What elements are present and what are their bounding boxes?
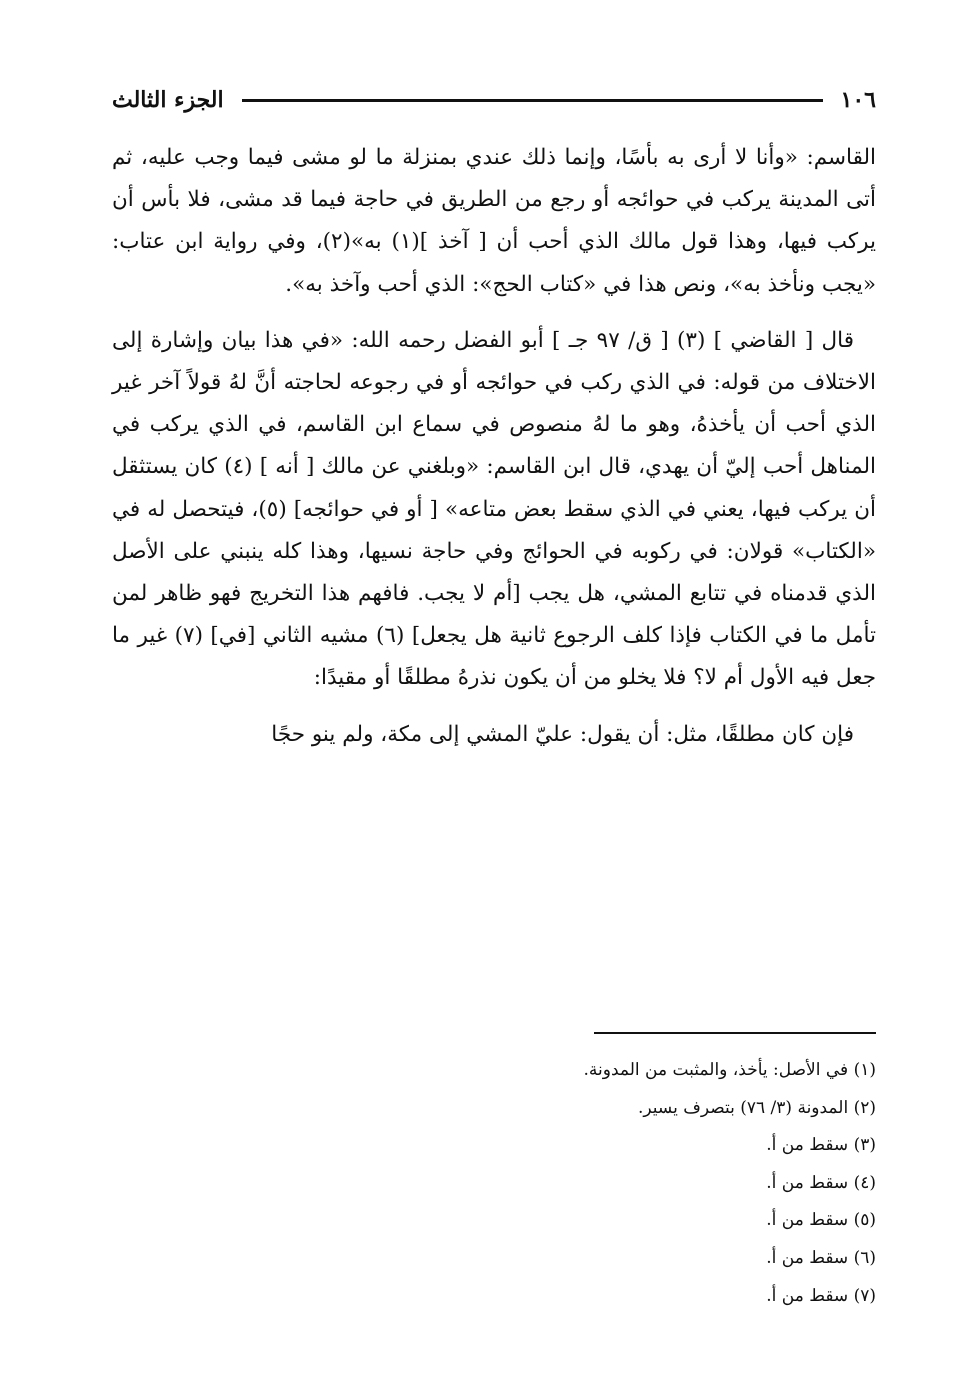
footnote: (٤) سقط من أ. [766,1172,876,1193]
footnote-separator [594,1032,876,1034]
main-text [112,137,876,770]
footnote: (٥) سقط من أ. [766,1210,876,1231]
page-header [112,82,876,118]
footnote: (٢) المدونة (٣/ ٧٦) بتصرف يسير. [638,1097,876,1118]
footnote: (٣) سقط من أ. [766,1135,876,1156]
running-title: الجزء الثالث [112,87,224,113]
footnotes-list [112,1052,876,1315]
paragraph: فإن كان مطلقًا، مثل: أن يقول: عليّ المشي إلى مكة، ولم ينو حجًا [271,721,854,747]
footnote: (٦) سقط من أ. [766,1247,876,1268]
header-rule [242,99,823,102]
page-number: ١٠٦ [840,87,876,113]
paragraph: القاسم: «وأنا لا أرى به بأسًا، وإنما ذلك عندي بمنزلة ما لو مشى فيما وجب عليه، ثم أتى المدينة يركب في حوائجه أو رجع من الطريق في حاجة فيما قد مشى، فلا بأس أن يركب فيها، وهذا قول مالك الذي أحب أن [ آخذ ](١) به»(٢)، وفي رواية ابن عتاب: «يجب ونأخذ به»، ونص هذا في «كتاب الحج»: الذي أحب وآخذ به». [112,145,877,297]
footnote: (١) في الأصل: يأخذ، والمثبت من المدونة. [583,1060,876,1080]
footnote: (٧) سقط من أ. [766,1285,876,1306]
paragraph: قال [ القاضي ] (٣) [ ق/ ٩٧ جـ ] أبو الفضل رحمه الله: «في هذا بيان وإشارة إلى الاختلاف من قوله: في الذي ركب في حوائجه أو في رجوعه لحاجته أنَّ لهُ قولاً آخر غير الذي أحب أن يأخذهُ، وهو ما لهُ منصوص في سماع ابن القاسم، في الذي يركب في المناهل أحب إليّ أن يهدي، قال ابن القاسم: «وبلغني عن مالك [ أنه ] (٤) كان يستثقل أن يركب فيها، يعني في الذي سقط بعض متاعه» [ أو في حوائجه] (٥)، فيتحصل له في «الكتاب» قولان: في ركوبه في الحوائج وفي حاجة نسيها، وهذا كله ينبني على الأصل الذي قدمناه في تتابع المشي، هل يجب [أم لا يجب. فافهم هذا التخريج فهو ظاهر لمن تأمل ما في الكتاب فإذا كلف الرجوع ثانية هل يجعل] (٦) مشيه الثاني [في] (٧) غير ما جعل فيه الأول أم لا؟ فلا يخلو من أن يكون نذرهُ مطلقًا أو مقيدًا: [112,327,877,691]
